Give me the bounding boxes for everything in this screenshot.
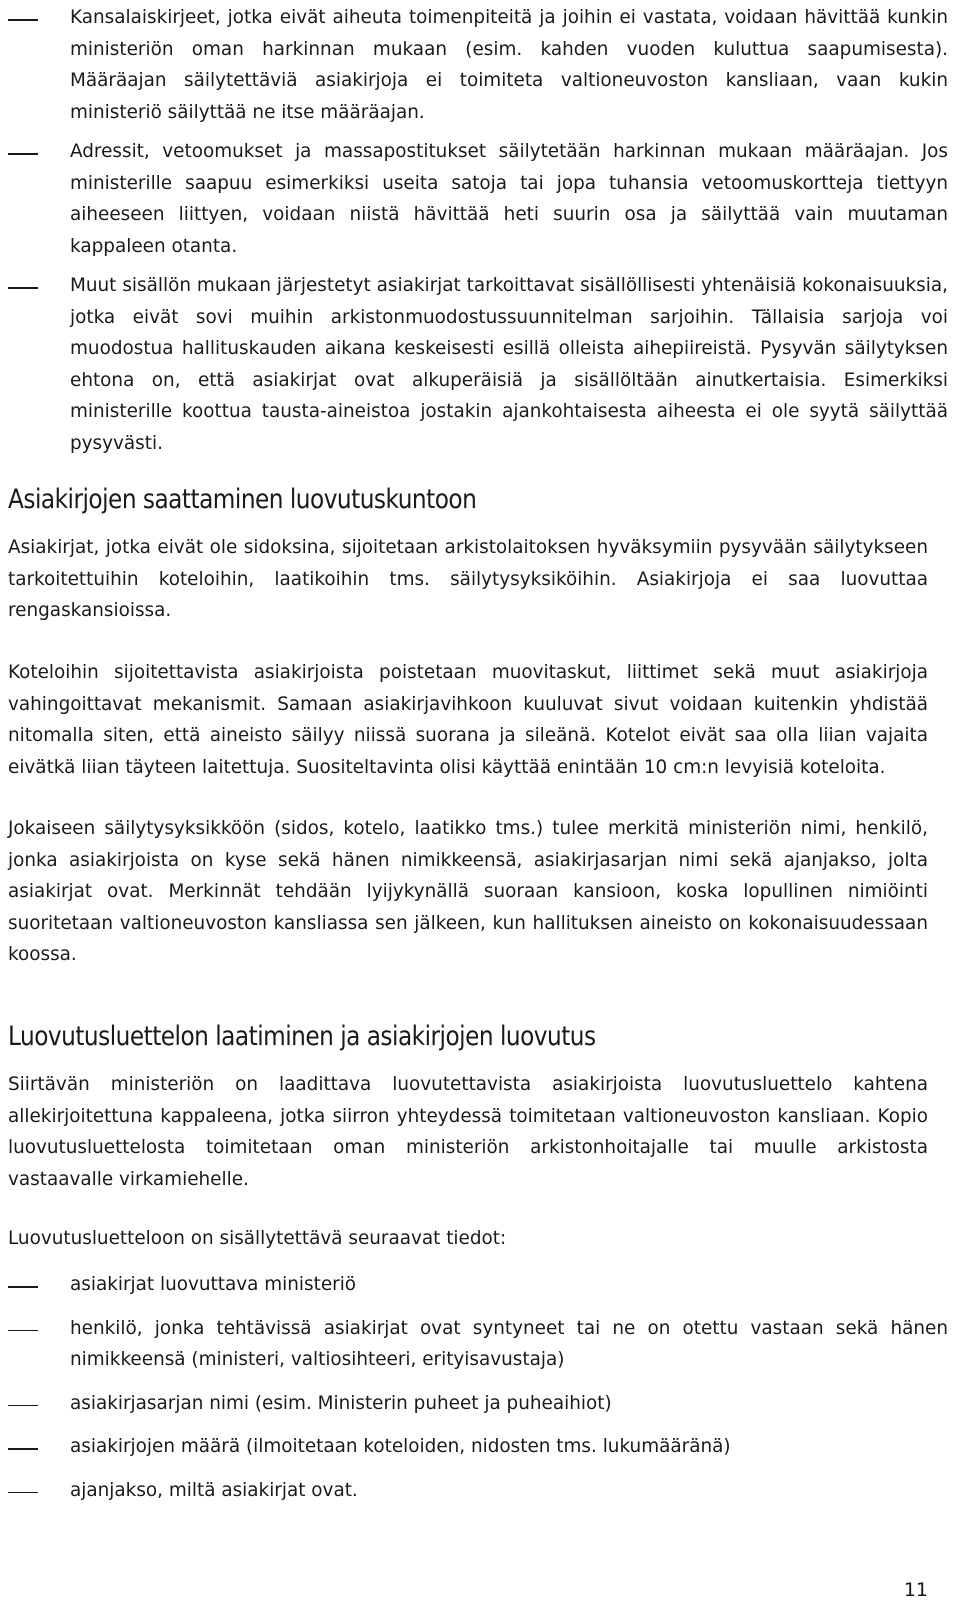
list-item <box>0 1313 948 1376</box>
list-item-text: Adressit, vetoomukset ja massapostitukset säilytetään harkinnan mukaan määräajan. Jos ministerille saapuu esimerkiksi useita satoja tai jopa tuhansia vetoomuskortteja tiettyyn aiheeseen liittyen, voidaan niistä hävittää heti suurin osa ja säilyttää vain muutaman kappaleen otanta. <box>70 141 948 257</box>
list-item <box>0 1269 948 1301</box>
list-item-text: henkilö, jonka tehtävissä asiakirjat ovat syntyneet tai ne on otettu vastaan sekä hänen nimikkeensä (ministeri, valtiosihteeri, erityisavustaja) <box>70 1317 948 1370</box>
dash-list <box>0 1269 948 1518</box>
list-item <box>0 136 948 262</box>
dash-bullet-icon <box>8 2 38 34</box>
list-item <box>0 1475 948 1507</box>
paragraph: Asiakirjat, jotka eivät ole sidoksina, sijoitetaan arkistolaitoksen hyväksymiin pysyvään säilytykseen tarkoitettuihin koteloihin, laatikoihin tms. säilytysyksiköihin. Asiakirjoja ei saa luovuttaa rengaskansioissa. <box>8 537 928 621</box>
paragraph: Koteloihin sijoitettavista asiakirjoista poistetaan muovitaskut, liittimet sekä muut asiakirjoja vahingoittavat mekanismit. Samaan asiakirjavihkoon kuuluvat sivut voidaan kuitenkin yhdistää nitomalla siten, että aineisto säilyy niissä suorana ja sileänä. Kotelot eivät saa olla liian vajaita eivätkä liian täyteen laitettuja. Suositeltavinta olisi käyttää enintään 10 cm:n levyisiä koteloita. <box>8 662 928 778</box>
dash-bullet-icon <box>8 1475 38 1507</box>
dash-bullet-icon <box>8 270 38 302</box>
section-heading: Asiakirjojen saattaminen luovutuskuntoon <box>8 484 477 515</box>
list-item <box>0 1388 948 1420</box>
dash-bullet-icon <box>8 1269 38 1301</box>
paragraph: Jokaiseen säilytysyksikköön (sidos, kotelo, laatikko tms.) tulee merkitä ministeriön nimi, henkilö, jonka asiakirjoista on kyse sekä hänen nimikkeensä, asiakirjasarjan nimi sekä ajanjakso, jolta asiakirjat ovat. Merkinnät tehdään lyijykynällä suoraan kansioon, koska lopullinen nimiöinti suoritetaan valtioneuvoston kansliassa sen jälkeen, kun hallituksen aineisto on kokonaisuudessaan koossa. <box>8 818 928 965</box>
list-item <box>0 2 948 128</box>
dash-list <box>0 2 948 468</box>
dash-bullet-icon <box>8 136 38 168</box>
list-item-text: Muut sisällön mukaan järjestetyt asiakirjat tarkoittavat sisällöllisesti yhtenäisiä kokonaisuuksia, jotka eivät sovi muihin arkistonmuodostussuunnitelman sarjoihin. Tällaisia sarjoja voi muodostua hallituskauden aikana keskeisesti esillä olleista aihepiireistä. Pysyvän säilytyksen ehtona on, että asiakirjat ovat alkuperäisiä ja sisällöltään ainutkertaisia. Esimerkiksi ministerille koottua tausta-aineistoa jostakin ajankohtaisesta aiheesta ei ole syytä säilyttää pysyvästi. <box>70 275 948 454</box>
dash-bullet-icon <box>8 1313 38 1345</box>
list-item-text: ajanjakso, miltä asiakirjat ovat. <box>70 1479 358 1501</box>
list-item <box>0 270 948 459</box>
list-item <box>0 1431 948 1463</box>
page-number: 11 <box>903 1579 928 1601</box>
list-item-text: Kansalaiskirjeet, jotka eivät aiheuta toimenpiteitä ja joihin ei vastata, voidaan hävittää kunkin ministeriön oman harkinnan mukaan (esim. kahden vuoden kuluttua saapumisesta). Määräajan säilytettäviä asiakirjoja ei toimiteta valtioneuvoston kansliaan, vaan kukin ministeriö säilyttää ne itse määräajan. <box>70 7 948 123</box>
list-item-text: asiakirjasarjan nimi (esim. Ministerin puheet ja puheaihiot) <box>70 1392 612 1414</box>
list-item-text: asiakirjat luovuttava ministeriö <box>70 1274 357 1295</box>
paragraph: Luovutusluetteloon on sisällytettävä seuraavat tiedot: <box>8 1228 507 1249</box>
list-item-text: asiakirjojen määrä (ilmoitetaan koteloiden, nidosten tms. lukumääränä) <box>70 1436 731 1457</box>
dash-bullet-icon <box>8 1388 38 1420</box>
section-heading: Luovutusluettelon laatiminen ja asiakirjojen luovutus <box>8 1021 596 1052</box>
dash-bullet-icon <box>8 1431 38 1463</box>
paragraph: Siirtävän ministeriön on laadittava luovutettavista asiakirjoista luovutusluettelo kahtena allekirjoitettuna kappaleena, jotka siirron yhteydessä toimitetaan valtioneuvoston kansliaan. Kopio luovutusluettelosta toimitetaan oman ministeriön arkistonhoitajalle tai muulle arkistosta vastaavalle virkamiehelle. <box>8 1074 928 1190</box>
